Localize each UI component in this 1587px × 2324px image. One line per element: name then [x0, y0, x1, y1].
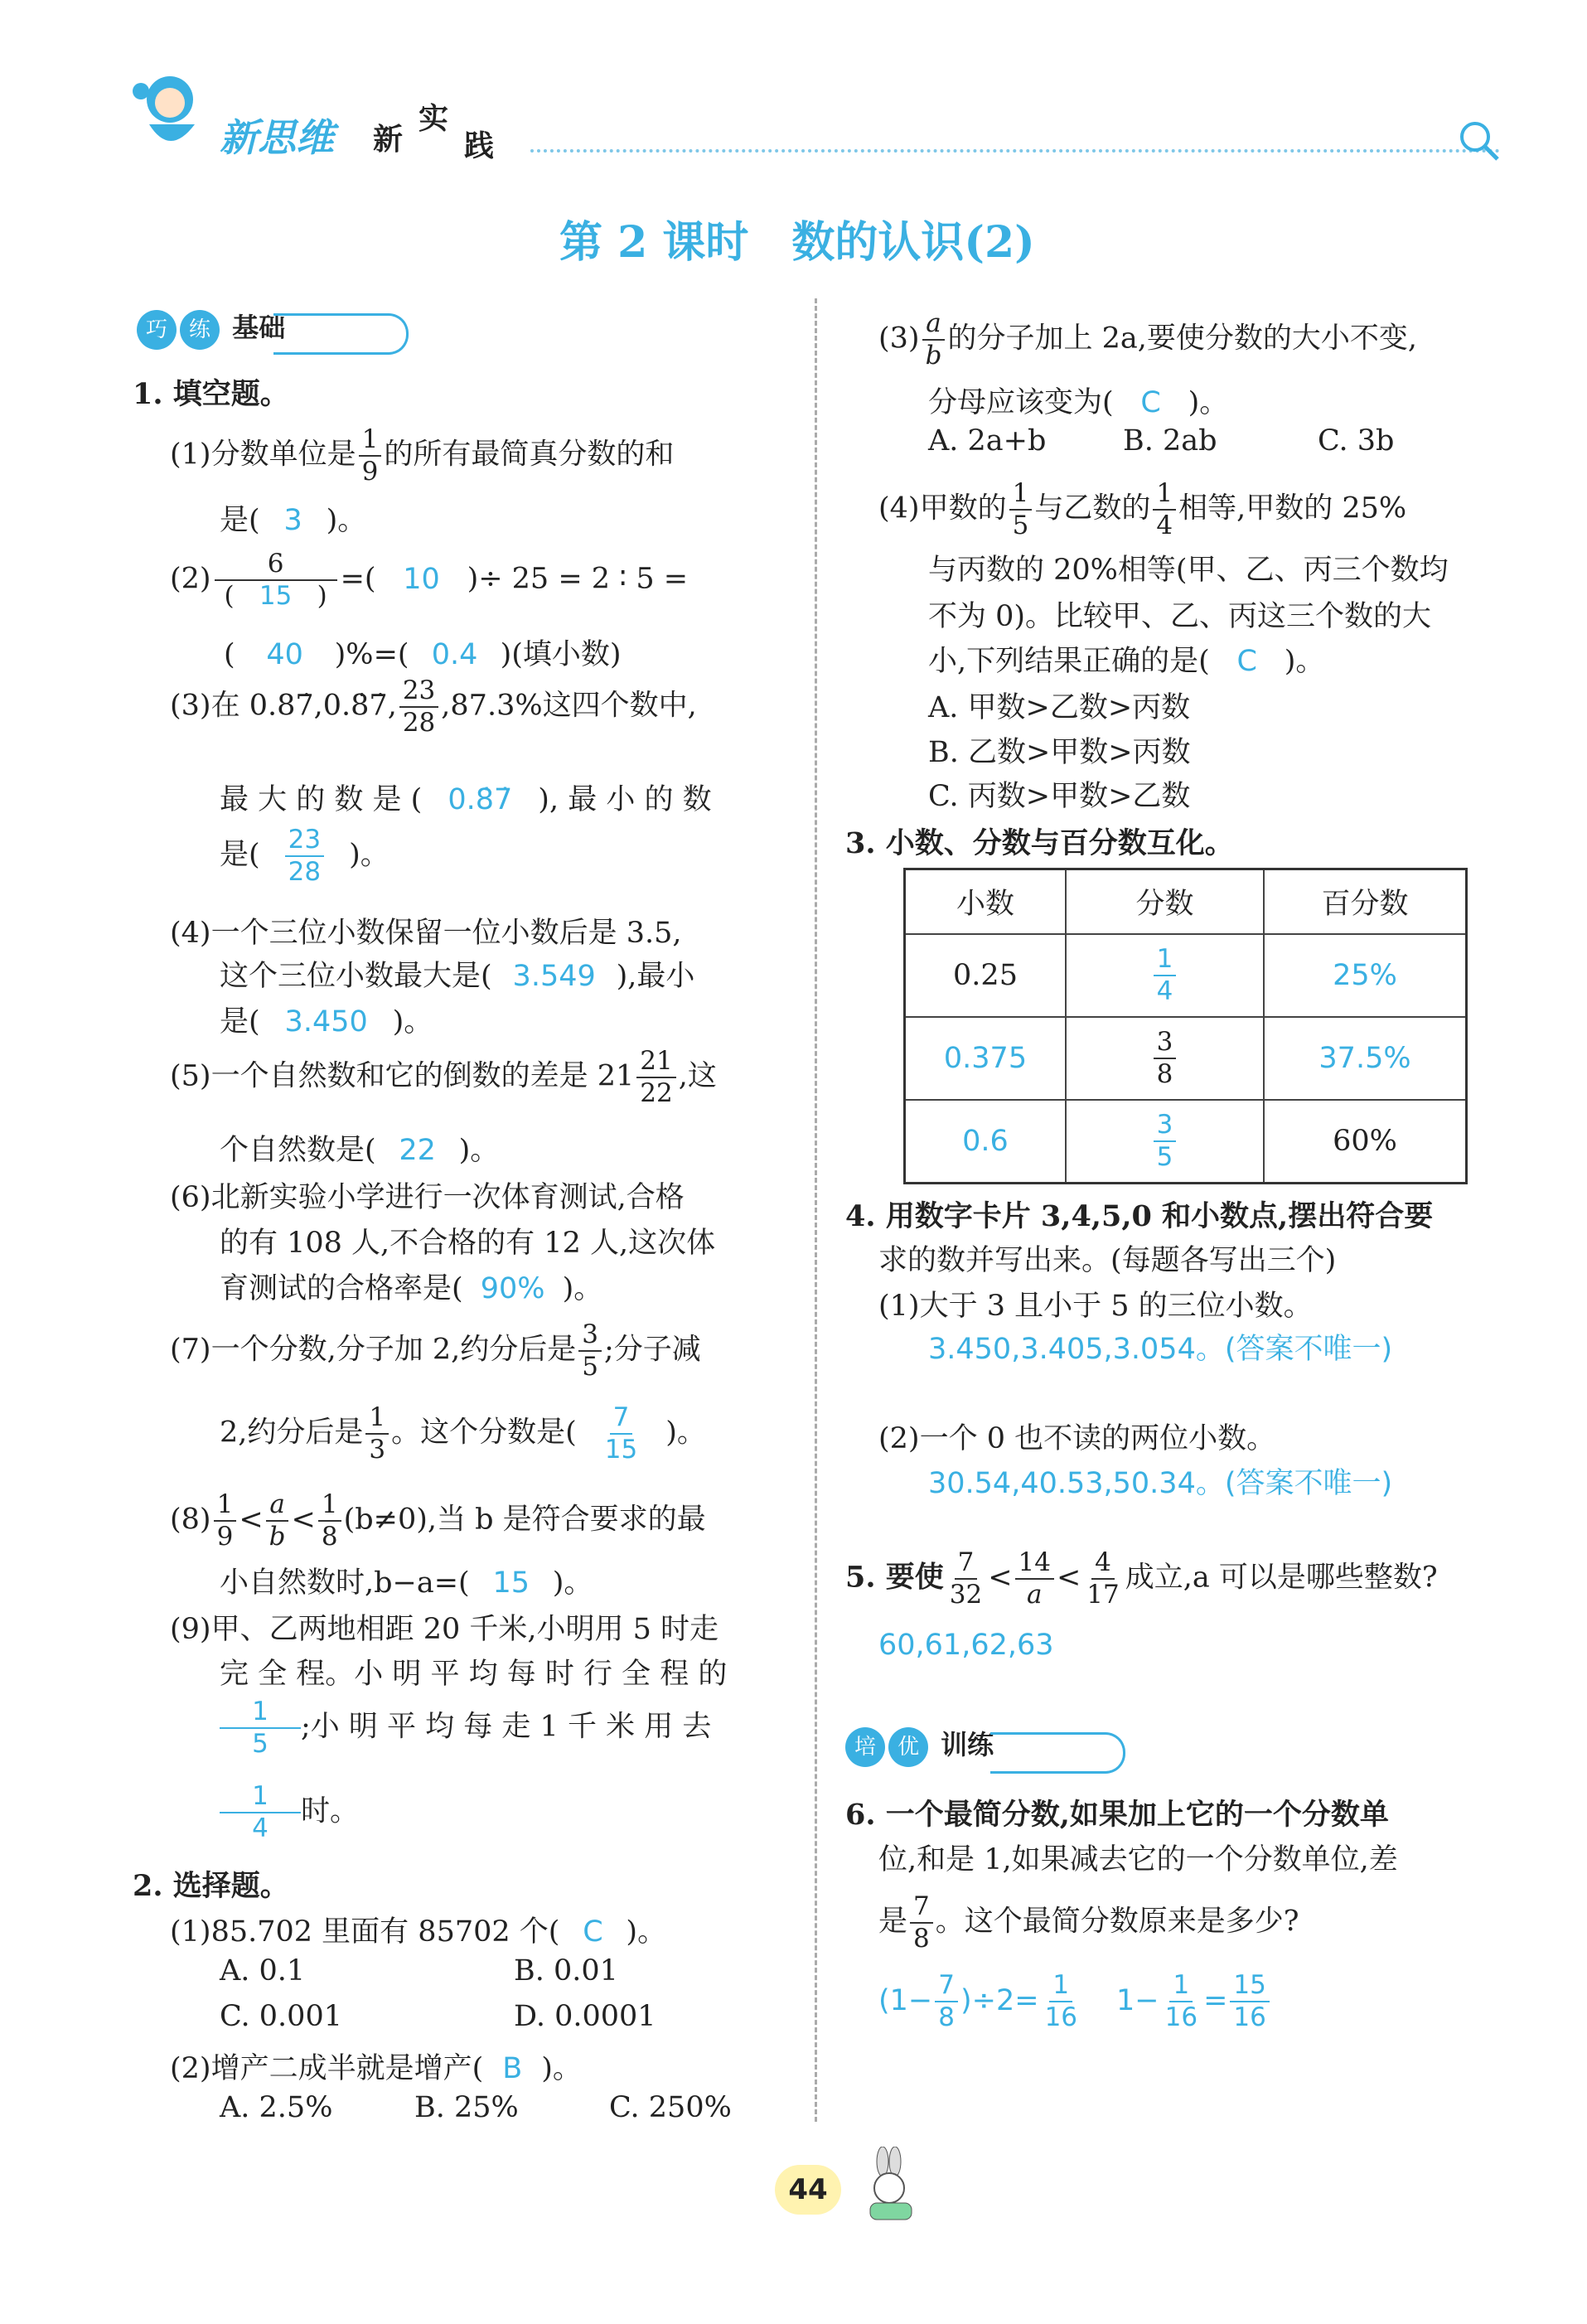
- q1-p4-line1: (4)一个三位小数保留一位小数后是 3.5,: [170, 917, 682, 950]
- q1-p9-line3: $\frac{1}{5}$ ;小 明 平 均 每 走 1 千 米 用 去: [220, 1699, 711, 1757]
- section-advanced-banner: [990, 1732, 1125, 1774]
- q4-p2: (2)一个 0 也不读的两位小数。: [878, 1422, 1276, 1455]
- q4-ans1: 3.450,3.405,3.054。(答案不唯一): [928, 1333, 1393, 1366]
- q4-line1: 4. 用数字卡片 3,4,5,0 和小数点,摆出符合要: [845, 1199, 1434, 1233]
- q6-line2: 位,和是 1,如果减去它的一个分数单位,差: [878, 1843, 1398, 1876]
- section-advanced-badge: [845, 1724, 994, 1767]
- table-cell: $\frac{3}{5}$: [1066, 1100, 1264, 1184]
- conversion-table: [903, 868, 1468, 1184]
- q1-title: 1. 填空题。: [133, 377, 289, 411]
- q2-p1-stem: (1)85.702 里面有 85702 个( C )。: [170, 1915, 667, 1949]
- section-basic-badge: [137, 307, 285, 350]
- header-dotted-line: [530, 149, 1500, 153]
- table-row: [905, 934, 1467, 1017]
- table-header: 分数: [1066, 869, 1264, 934]
- q1-p6-line1: (6)北新实验小学进行一次体育测试,合格: [170, 1181, 685, 1214]
- q1-p6-line3: 育测试的合格率是( 90% )。: [220, 1272, 603, 1305]
- table-header: 小数: [905, 869, 1067, 934]
- section-basic-label: 基础: [232, 312, 286, 343]
- q2-p3-opt-c: C. 3b: [1318, 424, 1395, 458]
- series-title: 新思维: [220, 115, 334, 160]
- q1-p7-line1: (7)一个分数,分子加 2,约分后是 $\frac{3}{5}$ ;分子减: [170, 1319, 701, 1382]
- badge-char: 巧: [137, 310, 177, 350]
- q1-p8-line1: (8) $\frac{1}{9}$ < $\frac{a}{b}$ < $\frac{1}{8}$ (b≠0),当 b 是符合要求的最: [170, 1489, 706, 1552]
- q2-p4-opt-b: B. 乙数>甲数>丙数: [928, 736, 1191, 769]
- q5-ans: 60,61,62,63: [878, 1629, 1054, 1662]
- q5-stem: 5. 要使 $\frac{7}{32}$ < $\frac{14}{a}$ < $\frac{4}{17}$ 成立,a 可以是哪些整数?: [845, 1547, 1438, 1610]
- q2-p1-opt-c: C. 0.001: [220, 2000, 342, 2033]
- q1-p2-line2: ( 40 )%=( 0.4 )(填小数): [224, 638, 622, 671]
- q1-p7-line2: 2,约分后是 $\frac{1}{3}$ 。这个分数是( $\frac{7}{15}$ )。: [220, 1402, 706, 1465]
- q1-p9-line2: 完 全 程。小 明 平 均 每 时 行 全 程 的: [220, 1658, 728, 1691]
- q2-p2-opt-c: C. 250%: [609, 2091, 732, 2124]
- q2-p3-line1: (3) $\frac{a}{b}$ 的分子加上 2a,要使分数的大小不变,: [878, 308, 1417, 370]
- q2-p2-stem: (2)增产二成半就是增产( B )。: [170, 2052, 582, 2085]
- page-number: 44: [775, 2165, 841, 2215]
- q1-p9-line1: (9)甲、乙两地相距 20 千米,小明用 5 时走: [170, 1613, 719, 1646]
- q1-p3-line3: 是( $\frac{23}{28}$ )。: [220, 825, 389, 887]
- q4-line2: 求的数并写出来。(每题各写出三个): [878, 1244, 1337, 1277]
- table-cell: 60%: [1264, 1100, 1467, 1184]
- q2-p4-line1: (4)甲数的 $\frac{1}{5}$ 与乙数的 $\frac{1}{4}$ 相等,甲数的 25%: [878, 478, 1407, 540]
- q1-p3-line2: 最 大 的 数 是 ( 0.8̇7̇ ), 最 小 的 数: [220, 783, 712, 816]
- q2-p3-line2: 分母应该变为( C )。: [928, 386, 1229, 419]
- q2-p1-opt-a: A. 0.1: [220, 1954, 306, 1988]
- q4-ans2: 30.54,40.53,50.34。(答案不唯一): [928, 1467, 1393, 1500]
- q2-p1-opt-d: D. 0.0001: [514, 2000, 656, 2033]
- series-sub-1: 新: [373, 122, 404, 157]
- q1-p4-line3: 是( 3.450 )。: [220, 1005, 433, 1039]
- q1-p5-line2: 个自然数是( 22 )。: [220, 1134, 500, 1167]
- q2-p4-line3: 不为 0)。比较甲、乙、丙这三个数的大: [928, 600, 1432, 633]
- badge-char: 培: [845, 1727, 885, 1767]
- girl-mascot-icon: [124, 66, 215, 166]
- q2-p3-opt-a: A. 2a+b: [928, 424, 1047, 458]
- q2-p1-opt-b: B. 0.01: [514, 1954, 618, 1988]
- badge-char: 优: [888, 1727, 928, 1767]
- q2-p4-line2: 与丙数的 20%相等(甲、乙、丙三个数均: [928, 554, 1449, 587]
- rabbit-mascot-icon: [849, 2147, 924, 2230]
- table-cell: 0.25: [905, 934, 1067, 1017]
- badge-char: 练: [180, 310, 220, 350]
- q1-p2-line1: (2) $\frac{6}{( 15 )}$ =( 10 )÷ 25 = 2 ∶ 5 =: [170, 549, 689, 611]
- column-divider: [815, 298, 817, 2122]
- table-cell: $\frac{1}{4}$: [1066, 934, 1264, 1017]
- q2-p4-line4: 小,下列结果正确的是( C )。: [928, 645, 1325, 678]
- table-header-row: [905, 869, 1467, 934]
- q1-p4-line2: 这个三位小数最大是( 3.549 ),最小: [220, 960, 695, 993]
- q2-p2-opt-b: B. 25%: [414, 2091, 519, 2124]
- q2-p3-opt-b: B. 2ab: [1123, 424, 1217, 458]
- table-cell: 0.6: [905, 1100, 1067, 1184]
- q2-title: 2. 选择题。: [133, 1869, 289, 1903]
- q6-answer: (1− $\frac{7}{8}$ )÷2= $\frac{1}{16}$ 1− $\frac{1}{16}$ = $\frac{15}{16}$: [878, 1973, 1272, 2031]
- q1-p3-line1: (3)在 0.87̇,0.8̇7̇, $\frac{23}{28}$ ,87.3%这四个数中,: [170, 675, 697, 738]
- q1-p9-line4: $\frac{1}{4}$ 时。: [220, 1784, 359, 1842]
- q4-p1: (1)大于 3 且小于 5 的三位小数。: [878, 1290, 1313, 1323]
- q6-line3: 是 $\frac{7}{8}$ 。这个最简分数原来是多少?: [878, 1891, 1299, 1954]
- q3-title: 3. 小数、分数与百分数互化。: [845, 826, 1234, 860]
- section-basic-banner: [273, 313, 409, 355]
- series-sub-2: 实: [419, 101, 449, 136]
- section-advanced-label: 训练: [941, 1729, 994, 1760]
- q1-p1-line2: 是( 3 )。: [220, 504, 367, 537]
- table-cell: $\frac{3}{8}$: [1066, 1017, 1264, 1100]
- magnifier-icon: [1454, 116, 1504, 166]
- lesson-title: 第 2 课时 数的认识(2): [559, 217, 1035, 268]
- q6-line1: 6. 一个最简分数,如果加上它的一个分数单: [845, 1798, 1389, 1832]
- series-sub-3: 践: [464, 128, 495, 163]
- q2-p2-opt-a: A. 2.5%: [220, 2091, 333, 2124]
- table-cell: 0.375: [905, 1017, 1067, 1100]
- q2-p4-opt-c: C. 丙数>甲数>乙数: [928, 780, 1191, 813]
- table-cell: 25%: [1264, 934, 1467, 1017]
- table-header: 百分数: [1264, 869, 1467, 934]
- q2-p4-opt-a: A. 甲数>乙数>丙数: [928, 691, 1191, 724]
- table-row: [905, 1017, 1467, 1100]
- q1-p5-line1: (5)一个自然数和它的倒数的差是 21 $\frac{21}{22}$ ,这: [170, 1046, 717, 1108]
- q1-p8-line2: 小自然数时,b−a=( 15 )。: [220, 1566, 593, 1600]
- table-row: [905, 1100, 1467, 1184]
- q1-p6-line2: 的有 108 人,不合格的有 12 人,这次体: [220, 1227, 716, 1260]
- table-cell: 37.5%: [1264, 1017, 1467, 1100]
- q1-p1-line1: (1)分数单位是 $\frac{1}{9}$ 的所有最简真分数的和: [170, 424, 675, 487]
